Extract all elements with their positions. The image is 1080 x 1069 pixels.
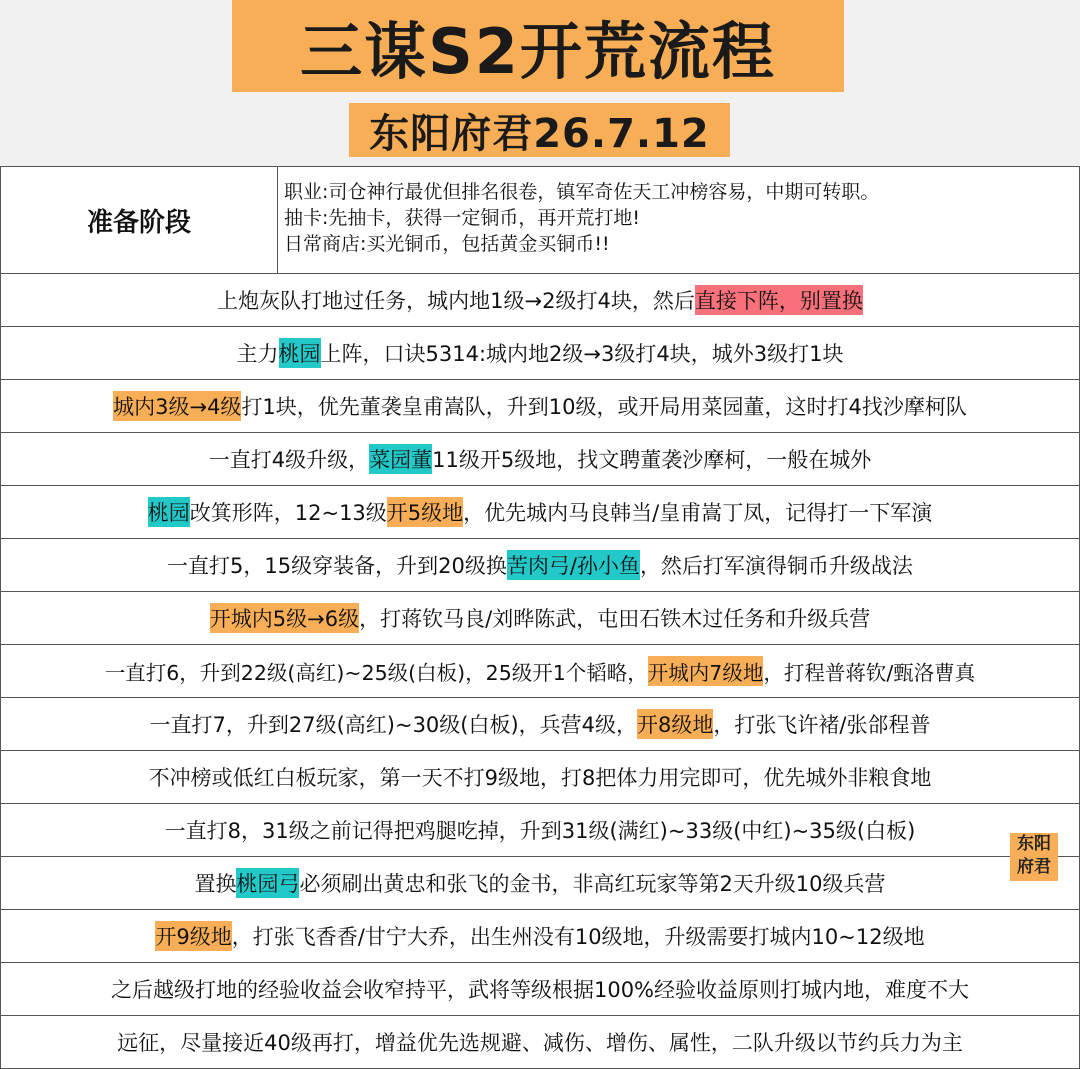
page-title: 三谋S2开荒流程 [232, 0, 844, 92]
highlighted-text: 开9级地 [155, 921, 231, 951]
highlighted-text: 桃园 [279, 338, 321, 368]
highlighted-text: 苦肉弓/孙小鱼 [507, 550, 640, 580]
step-text: 11级开5级地，找文聘董袭沙摩柯，一般在城外 [432, 448, 872, 472]
step-row [1, 433, 1079, 486]
step-row [1, 1016, 1079, 1069]
step-row [1, 486, 1079, 539]
step-row [1, 698, 1079, 751]
prep-line: 抽卡:先抽卡，获得一定铜币，再开荒打地! [284, 207, 641, 229]
step-text: 一直打4级升级， [208, 448, 370, 472]
step-text: ，打张飞许褚/张郃程普 [713, 713, 931, 737]
step-text: 上阵，口诀5314:城内地2级→3级打4块，城外3级打1块 [320, 342, 844, 366]
step-row [1, 804, 1079, 857]
highlighted-text: 菜园董 [369, 444, 432, 474]
author-date-subtitle: 东阳府君26.7.12 [349, 103, 730, 157]
highlighted-text: 开5级地 [387, 497, 463, 527]
step-text: ，打张飞香香/甘宁大乔，出生州没有10级地，升级需要打城内10~12级地 [231, 925, 925, 949]
step-row [1, 910, 1079, 963]
step-row [1, 380, 1079, 433]
highlighted-text: 直接下阵，别置换 [695, 285, 863, 315]
highlighted-text: 开城内5级→6级 [210, 603, 359, 633]
step-row [1, 539, 1079, 592]
step-text: 一直打8，31级之前记得把鸡腿吃掉，升到31级(满红)~33级(中红)~35级(白板) [164, 819, 916, 843]
step-text: ，打程普蒋钦/甄洛曹真 [763, 661, 976, 685]
highlighted-text: 桃园 [148, 497, 190, 527]
step-text: 打1块，优先董袭皇甫嵩队，升到10级，或开局用菜园董，这时打4找沙摩柯队 [241, 395, 967, 419]
step-text: 不冲榜或低红白板玩家，第一天不打9级地，打8把体力用完即可，优先城外非粮食地 [148, 766, 932, 790]
prep-notes [278, 167, 1079, 273]
step-text: 改箕形阵，12~13级 [189, 501, 387, 525]
step-text: ，然后打军演得铜币升级战法 [639, 554, 913, 578]
watermark-stamp [1010, 833, 1058, 881]
step-text: 一直打7，升到27级(高红)~30级(白板)，兵营4级， [149, 713, 638, 737]
step-text: 一直打6，升到22级(高红)~25级(白板)，25级开1个韬略， [104, 661, 648, 685]
prep-line: 职业:司仓神行最优但排名很卷，镇军奇佐天工冲榜容易，中期可转职。 [284, 181, 880, 203]
title-area [0, 0, 1080, 165]
step-text: 置换 [194, 872, 237, 896]
step-row [1, 592, 1079, 645]
prep-label: 准备阶段 [1, 167, 278, 273]
step-text: 主力 [236, 342, 279, 366]
guide-table [0, 166, 1080, 1069]
watermark-line: 府君 [1017, 857, 1051, 877]
step-text: 一直打5，15级穿装备，升到20级换 [167, 554, 507, 578]
step-row [1, 963, 1079, 1016]
step-text: 之后越级打地的经验收益会收窄持平，武将等级根据100%经验收益原则打城内地，难度不大 [110, 978, 970, 1002]
step-text: 上炮灰队打地过任务，城内地1级→2级打4块，然后 [217, 289, 695, 313]
highlighted-text: 城内3级→4级 [113, 391, 241, 421]
highlighted-text: 桃园弓 [236, 868, 299, 898]
prep-row [1, 166, 1079, 274]
step-rows [1, 274, 1079, 1069]
step-row [1, 857, 1079, 910]
highlighted-text: 开城内7级地 [648, 656, 764, 686]
watermark-line: 东阳 [1017, 834, 1051, 854]
prep-line: 日常商店:买光铜币，包括黄金买铜币!! [284, 233, 610, 255]
step-text: 必须刷出黄忠和张飞的金书，非高红玩家等第2天升级10级兵营 [299, 872, 886, 896]
step-row [1, 751, 1079, 804]
step-text: 远征，尽量接近40级再打，增益优先选规避、减伤、增伤、属性，二队升级以节约兵力为主 [117, 1031, 963, 1055]
step-row [1, 645, 1079, 698]
step-row [1, 274, 1079, 327]
step-row [1, 327, 1079, 380]
step-text: ，打蒋钦马良/刘晔陈武，屯田石铁木过任务和升级兵营 [359, 607, 871, 631]
highlighted-text: 开8级地 [637, 709, 713, 739]
step-text: ，优先城内马良韩当/皇甫嵩丁凤，记得打一下军演 [463, 501, 933, 525]
